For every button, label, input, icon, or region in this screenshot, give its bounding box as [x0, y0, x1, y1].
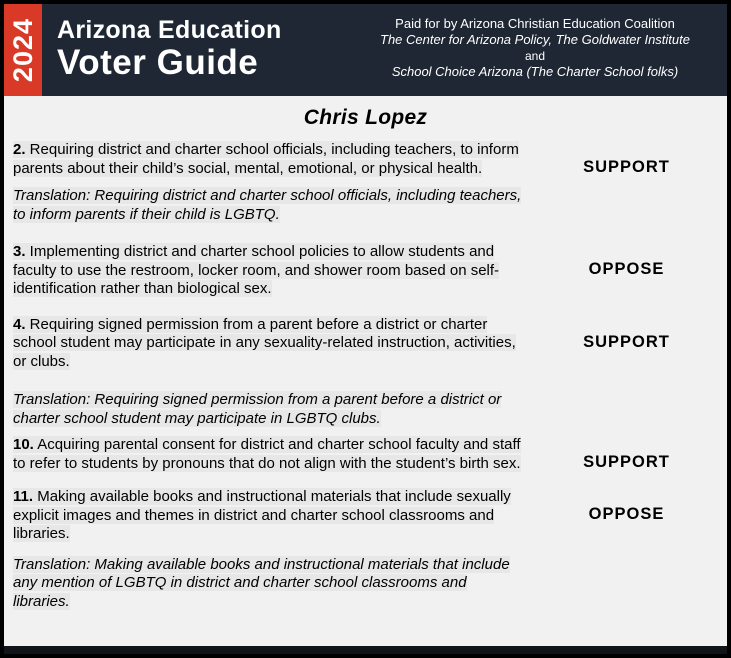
position-label: SUPPORT — [583, 332, 670, 351]
translation-text: Translation: Requiring district and charter school officials, including teachers, to inform parents if their child is LGBTQ. — [13, 187, 522, 223]
statement-text-col — [4, 243, 526, 299]
statement-text: Making available books and instructional materials that include sexually explicit images and themes in district and charter school classrooms and libraries. — [13, 488, 511, 542]
paid-for-line1: Paid for by Arizona Christian Education Coalition — [395, 16, 675, 31]
statement-text: Acquiring parental consent for district and charter school faculty and staff to refer to students by pronouns that do not align with the student’s birth sex. — [13, 436, 521, 472]
statement-number: 10. — [13, 436, 34, 453]
title-block — [42, 4, 357, 96]
candidate-name: Chris Lopez — [303, 106, 428, 129]
bottom-bar — [4, 646, 727, 654]
year-label: 2024 — [7, 17, 38, 83]
position-label: SUPPORT — [583, 453, 670, 471]
position-label: OPPOSE — [588, 505, 665, 523]
translation-row-11 — [4, 556, 526, 612]
statement-row-11 — [4, 488, 727, 544]
position-col — [526, 243, 727, 299]
translation-row-4 — [4, 391, 526, 428]
translation-row-2 — [4, 187, 526, 224]
translation-text: Translation: Requiring signed permission from a parent before a district or charter school student may participate in LGBTQ clubs. — [13, 391, 502, 427]
translation-text: Translation: Making available books and instructional materials that include any mention of LGBTQ in district and charter school classrooms and libraries. — [13, 555, 510, 610]
paid-for-block — [357, 4, 727, 96]
paid-for-line3: and — [524, 49, 546, 63]
statement-text-col — [4, 436, 526, 473]
statement-number: 3. — [13, 243, 26, 260]
statement-text-col — [4, 316, 526, 372]
statement-row-2 — [4, 141, 727, 178]
statement-text: Requiring district and charter school officials, including teachers, to inform parents about their child’s social, mental, emotional, or physical health. — [13, 141, 519, 177]
statement-number: 4. — [13, 315, 26, 333]
position-label: OPPOSE — [588, 260, 665, 278]
statement-row-3 — [4, 243, 727, 299]
page-title-line1: Arizona Education — [57, 16, 282, 44]
year-banner — [4, 4, 42, 96]
statement-number: 2. — [13, 141, 26, 158]
statement-text: Requiring signed permission from a parent before a district or charter school student may participate in any sexuality-related instruction, activities, or clubs. — [13, 315, 516, 370]
statement-text-col — [4, 141, 526, 178]
statement-row-10 — [4, 436, 727, 473]
statement-text: Implementing district and charter school policies to allow students and faculty to use the restroom, locker room, and shower room based on self-identification rather than biological sex. — [13, 243, 500, 297]
position-col — [526, 488, 727, 544]
page-title-line2: Voter Guide — [57, 43, 259, 82]
statement-number: 11. — [13, 488, 34, 505]
position-col — [526, 141, 727, 178]
header — [4, 4, 727, 96]
position-label: SUPPORT — [583, 158, 670, 176]
content — [4, 96, 727, 611]
statement-row-4 — [4, 316, 727, 372]
position-col — [526, 316, 727, 372]
position-col — [526, 436, 727, 473]
statement-text-col — [4, 488, 526, 544]
paid-for-line4: School Choice Arizona (The Charter School folks) — [391, 64, 679, 79]
paid-for-line2: The Center for Arizona Policy, The Goldwater Institute — [380, 32, 690, 47]
